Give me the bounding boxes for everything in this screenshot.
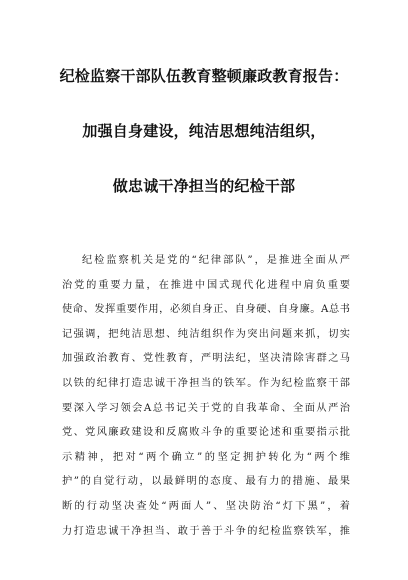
body-line: 护”的自觉行动，以最鲜明的态度、最有力的措施、最果 (62, 476, 350, 488)
body-line: 要深入学习领会A总书记关于党的自我革命、全面从严治 (62, 402, 350, 414)
title-line-1: 纪检监察干部队伍教育整顿廉政教育报告： (59, 67, 349, 85)
body-line: 加强政治教育、党性教育，严明法纪，坚决清除害群之马 (62, 353, 350, 365)
body-line: 记强调，把纯洁思想、纯洁组织作为突出问题来抓，切实 (62, 328, 350, 340)
title-line-3: 做忠诚干净担当的纪检干部 (112, 177, 296, 195)
body-line: 以铁的纪律打造忠诚干净担当的铁军。作为纪检监察干部 (62, 377, 350, 389)
body-line: 纪检监察机关是党的“纪律部队”，是推进全面从严 (82, 255, 350, 266)
body-line: 党、党风廉政建设和反腐败斗争的重要论述和重要指示批 (62, 427, 350, 439)
body-line: 示精神，把对“两个确立”的坚定拥护转化为“两个维 (62, 451, 350, 463)
body-line: 断的行动坚决查处“两面人”、坚决防治“灯下黑”，着 (62, 500, 350, 512)
body-line: 使命、发挥重要作用，必须自身正、自身硬、自身廉。A总书 (62, 304, 350, 316)
body-line: 治党的重要力量，在推进中国式现代化进程中肩负重要 (62, 279, 350, 291)
body-paragraph (62, 249, 350, 544)
title-line-2: 加强自身建设，纯洁思想纯洁组织， (82, 122, 326, 140)
body-line: 力打造忠诚干净担当、敢于善于斗争的纪检监察铁军，推 (62, 525, 350, 537)
